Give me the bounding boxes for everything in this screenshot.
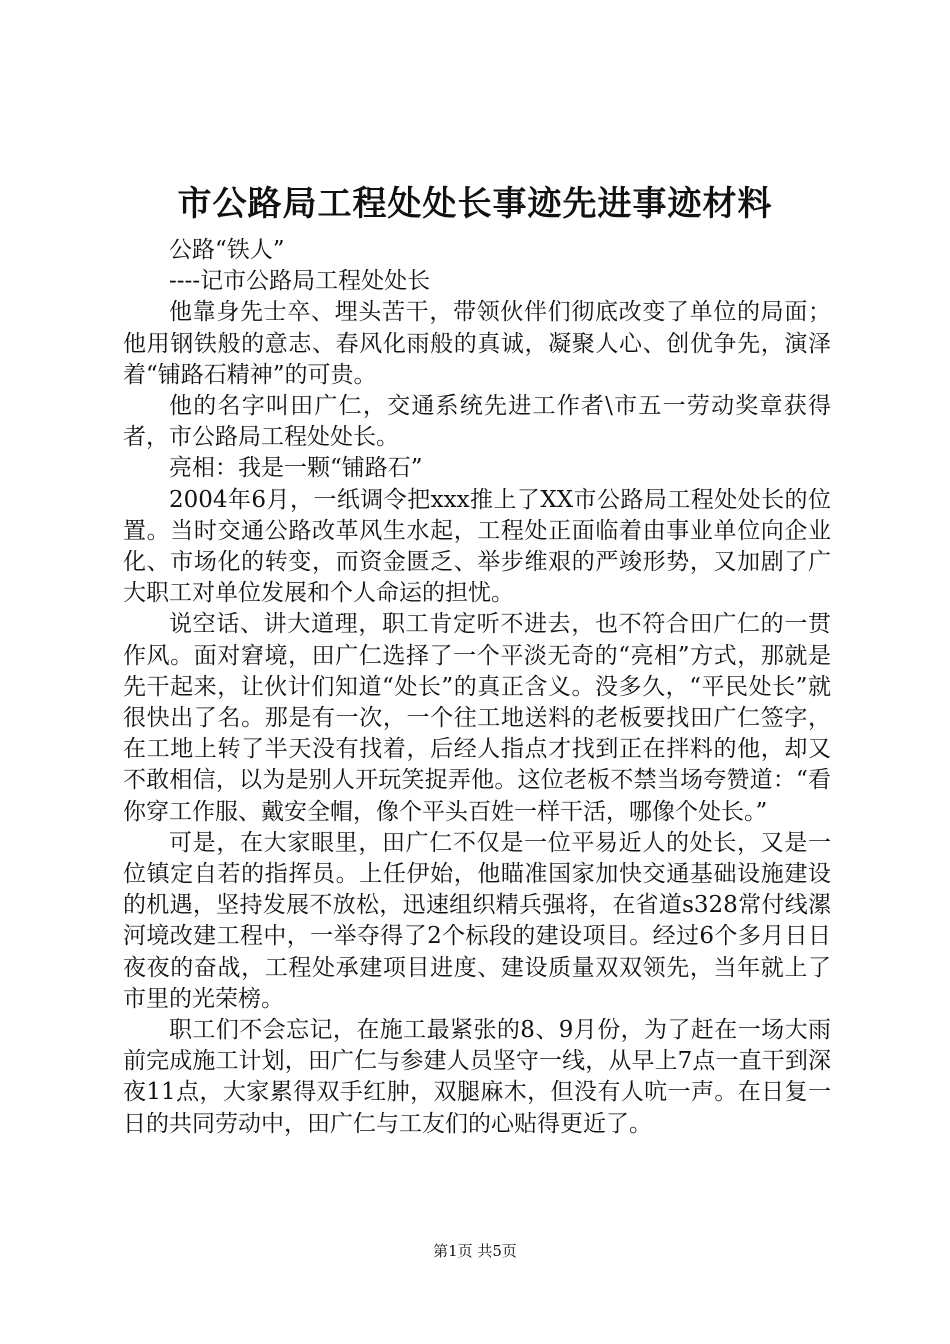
paragraph: 2004年6月，一纸调令把xxx推上了XX市公路局工程处处长的位置。当时交通公路改革风生水起，工程处正面临着由事业单位向企业化、市场化的转变，而资金匮乏、举步维艰的严竣形势，又加剧了广大职工对单位发展和个人命运的担忧。 [123, 486, 831, 607]
document-title: 市公路局工程处处长事迹先进事迹材料 [177, 184, 773, 224]
paragraph: 亮相：我是一颗“铺路石” [169, 455, 423, 482]
paragraph: ----记市公路局工程处处长 [169, 268, 431, 295]
paragraph: 职工们不会忘记，在施工最紧张的8、9月份，为了赶在一场大雨前完成施工计划，田广仁与参建人员坚守一线，从早上7点一直干到深夜11点，大家累得双手红肿，双腿麻木，但没有人吭一声。在日复一日的共同劳动中，田广仁与工友们的心贴得更近了。 [123, 1017, 831, 1137]
paragraph: 说空话、讲大道理，职工肯定听不进去，也不符合田广仁的一贯作风。面对窘境，田广仁选择了一个平淡无奇的“亮相”方式，那就是先干起来，让伙计们知道“处长”的真正含义。没多久，“平民处长”就很快出了名。那是有一次，一个往工地送料的老板要找田广仁签字，在工地上转了半天没有找着，后经人指点才找到正在拌料的他，却又不敢相信，以为是别人开玩笑捉弄他。这位老板不禁当场夸赞道：“看你穿工作服、戴安全帽，像个平头百姓一样干活，哪像个处长。” [123, 611, 831, 825]
document-body [123, 235, 831, 1140]
paragraph: 可是，在大家眼里，田广仁不仅是一位平易近人的处长，又是一位镇定自若的指挥员。上任伊始，他瞄准国家加快交通基础设施建设的机遇，坚持发展不放松，迅速组织精兵强将，在省道s328常付线漯河境改建工程中，一举夺得了2个标段的建设项目。经过6个多月日日夜夜的奋战，工程处承建项目进度、建设质量双双领先，当年就上了市里的光荣榜。 [123, 829, 831, 1012]
paragraph: 公路“铁人” [169, 237, 285, 263]
page-footer: 第1页 共5页 [433, 1242, 517, 1260]
paragraph: 他靠身先士卒、埋头苦干，带领伙伴们彻底改变了单位的局面；他用钢铁般的意志、春风化雨般的真诚，凝聚人心、创优争先，演泽着“铺路石精神”的可贵。 [123, 299, 831, 388]
paragraph: 他的名字叫田广仁，交通系统先进工作者\市五一劳动奖章获得者，市公路局工程处处长。 [123, 393, 831, 451]
